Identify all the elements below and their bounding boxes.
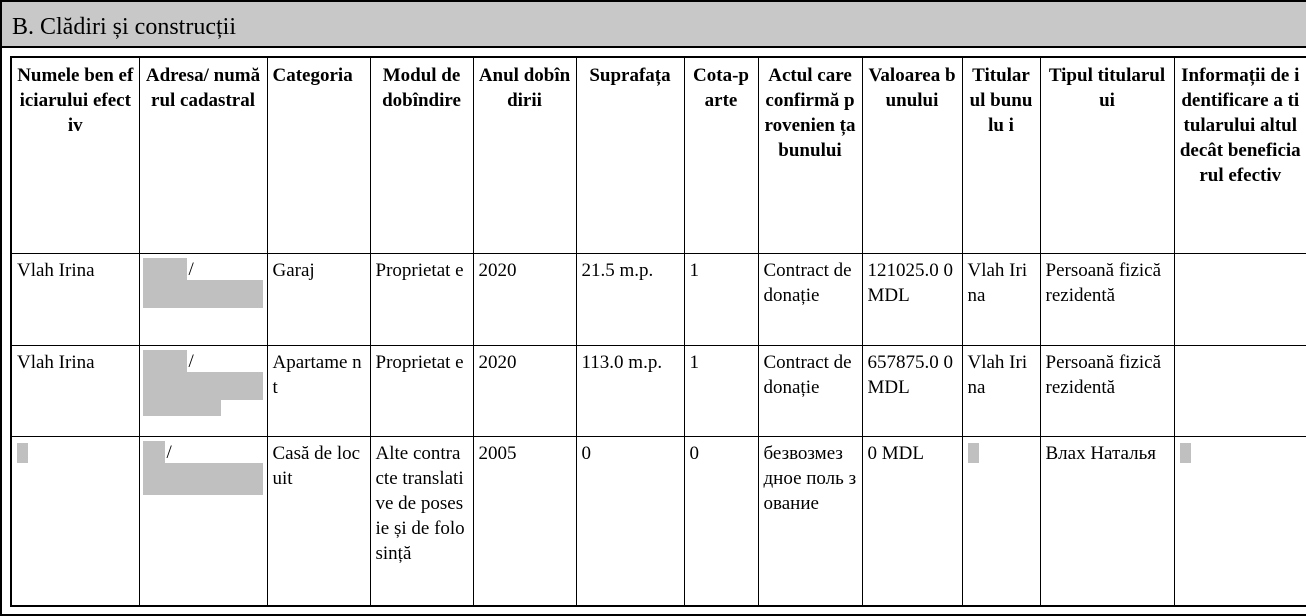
cell-holder: Vlah Irina — [962, 345, 1040, 436]
cell-category: Garaj — [267, 253, 370, 345]
cell-other-info — [1174, 436, 1306, 606]
cell-other-info — [1174, 253, 1306, 345]
section-header — [0, 0, 1306, 48]
col-header-holder: Titular ul bunulu i — [962, 57, 1040, 253]
col-header-other-info: Informații de identificare a titularului altul decât beneficiarul efectiv — [1174, 57, 1306, 253]
cell-beneficiary: Vlah Irina — [11, 253, 139, 345]
cell-holder-type: Влах Наталья — [1040, 436, 1174, 606]
cell-share: 1 — [684, 345, 758, 436]
cell-address — [139, 436, 267, 606]
col-header-value: Valoarea bunului — [862, 57, 962, 253]
redaction-block — [17, 443, 28, 463]
cell-category: Apartame nt — [267, 345, 370, 436]
col-header-beneficiary: Numele ben eficiarului efectiv — [11, 57, 139, 253]
table-row — [11, 345, 1306, 436]
address-separator: / — [188, 350, 194, 372]
col-header-act: Actul care confirmă provenien ța bunului — [758, 57, 862, 253]
cell-area: 21.5 m.p. — [576, 253, 684, 345]
col-header-acquisition-mode: Modul de dobîndire — [370, 57, 473, 253]
cell-holder-type: Persoană fizică rezidentă — [1040, 345, 1174, 436]
cell-act: Contract de donație — [758, 345, 862, 436]
col-header-area: Suprafața — [576, 57, 684, 253]
redaction-block — [143, 280, 263, 308]
cell-beneficiary: Vlah Irina — [11, 345, 139, 436]
cell-beneficiary — [11, 436, 139, 606]
redaction-block — [1180, 443, 1191, 463]
cell-value: 0 MDL — [862, 436, 962, 606]
address-separator: / — [166, 441, 172, 463]
cell-value: 121025.0 0 MDL — [862, 253, 962, 345]
cell-acquisition-mode: Proprietat e — [370, 345, 473, 436]
cell-area: 113.0 m.p. — [576, 345, 684, 436]
table-row — [11, 253, 1306, 345]
table-row — [11, 436, 1306, 606]
redaction-block — [143, 441, 165, 463]
redaction-block — [143, 350, 187, 372]
cell-acquisition-mode: Alte contracte translative de posesie și de folosință — [370, 436, 473, 606]
redaction-block — [143, 463, 263, 495]
redaction-block — [143, 400, 221, 416]
redaction-block — [143, 372, 263, 400]
cell-address — [139, 345, 267, 436]
cell-acquisition-mode: Proprietat e — [370, 253, 473, 345]
cell-act: безвозмез дное поль зование — [758, 436, 862, 606]
col-header-share: Cota-parte — [684, 57, 758, 253]
cell-area: 0 — [576, 436, 684, 606]
cell-value: 657875.0 0 MDL — [862, 345, 962, 436]
cell-other-info — [1174, 345, 1306, 436]
col-header-category: Categoria — [267, 57, 370, 253]
col-header-holder-type: Tipul titularului — [1040, 57, 1174, 253]
cell-holder: Vlah Irina — [962, 253, 1040, 345]
section-title: B. Clădiri și construcții — [12, 14, 236, 40]
cell-holder-type: Persoană fizică rezidentă — [1040, 253, 1174, 345]
cell-year: 2020 — [473, 345, 576, 436]
cell-share: 0 — [684, 436, 758, 606]
cell-year: 2020 — [473, 253, 576, 345]
cell-category: Casă de locuit — [267, 436, 370, 606]
cell-year: 2005 — [473, 436, 576, 606]
redaction-block — [968, 443, 979, 463]
col-header-year: Anul dobîndirii — [473, 57, 576, 253]
buildings-table — [10, 56, 1306, 607]
col-header-address: Adresa/ numărul cadastral — [139, 57, 267, 253]
cell-share: 1 — [684, 253, 758, 345]
cell-act: Contract de donație — [758, 253, 862, 345]
cell-address — [139, 253, 267, 345]
table-header-row — [11, 57, 1306, 253]
address-separator: / — [188, 258, 194, 280]
cell-holder — [962, 436, 1040, 606]
redaction-block — [143, 258, 187, 280]
